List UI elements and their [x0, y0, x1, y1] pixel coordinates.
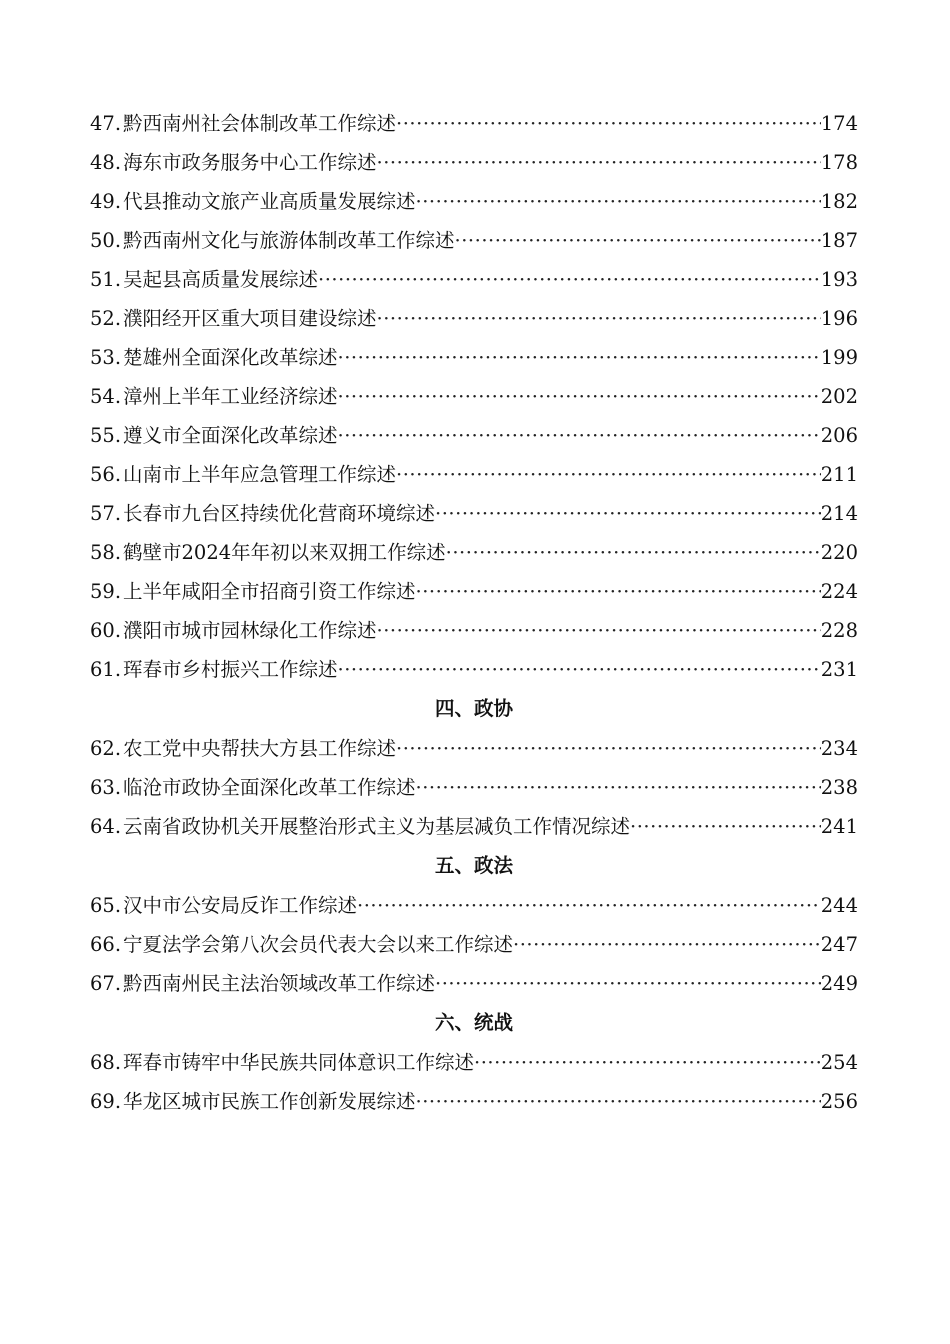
- toc-entry[interactable]: [90, 182, 858, 221]
- dot-leader: [338, 338, 821, 377]
- toc-entry[interactable]: [90, 807, 858, 846]
- dot-leader: [435, 494, 821, 533]
- entry-number: 68.: [90, 1051, 122, 1074]
- toc-entry[interactable]: [90, 104, 858, 143]
- dot-leader: [416, 768, 821, 807]
- entry-page-number: 247: [820, 933, 858, 956]
- toc-entry[interactable]: [90, 494, 858, 533]
- toc-entry[interactable]: [90, 729, 858, 768]
- entry-title: 濮阳市城市园林绿化工作综述: [123, 619, 377, 642]
- entry-number: 62.: [90, 737, 122, 760]
- entry-title: 农工党中央帮扶大方县工作综述: [123, 737, 397, 760]
- entry-page-number: 254: [820, 1051, 858, 1074]
- entry-title: 海东市政务服务中心工作综述: [123, 151, 377, 174]
- dot-leader: [338, 377, 821, 416]
- entry-title: 汉中市公安局反诈工作综述: [123, 894, 358, 917]
- entry-number: 48.: [90, 151, 122, 174]
- entry-page-number: 187: [820, 229, 858, 252]
- entry-title: 黔西南州社会体制改革工作综述: [123, 112, 397, 135]
- entry-page-number: 202: [820, 385, 858, 408]
- entry-page-number: 178: [820, 151, 858, 174]
- entry-number: 61.: [90, 658, 122, 681]
- entry-page-number: 174: [820, 112, 858, 135]
- toc-entry[interactable]: [90, 925, 858, 964]
- entry-page-number: 193: [820, 268, 858, 291]
- section-heading: 六、统战: [434, 1011, 513, 1034]
- entry-page-number: 199: [820, 346, 858, 369]
- entry-number: 54.: [90, 385, 122, 408]
- entry-page-number: 256: [820, 1090, 858, 1113]
- entry-title: 代县推动文旅产业高质量发展综述: [123, 190, 416, 213]
- toc-entry[interactable]: [90, 650, 858, 689]
- dot-leader: [396, 104, 821, 143]
- dot-leader: [377, 143, 821, 182]
- dot-leader: [474, 1043, 821, 1082]
- toc-entry[interactable]: [90, 416, 858, 455]
- entry-number: 50.: [90, 229, 122, 252]
- entry-number: 47.: [90, 112, 122, 135]
- entry-title: 黔西南州民主法治领域改革工作综述: [123, 972, 436, 995]
- entry-number: 51.: [90, 268, 122, 291]
- entry-number: 59.: [90, 580, 122, 603]
- toc-entry[interactable]: [90, 1043, 858, 1082]
- entry-number: 60.: [90, 619, 122, 642]
- entry-page-number: 196: [820, 307, 858, 330]
- entry-number: 57.: [90, 502, 122, 525]
- entry-page-number: 224: [820, 580, 858, 603]
- toc-entry[interactable]: [90, 338, 858, 377]
- entry-page-number: 182: [820, 190, 858, 213]
- entry-page-number: 211: [820, 463, 858, 486]
- dot-leader: [377, 299, 821, 338]
- dot-leader: [357, 886, 821, 925]
- entry-number: 53.: [90, 346, 122, 369]
- dot-leader: [377, 611, 821, 650]
- entry-number: 52.: [90, 307, 122, 330]
- dot-leader: [338, 416, 821, 455]
- entry-title: 吴起县高质量发展综述: [123, 268, 319, 291]
- entry-title: 山南市上半年应急管理工作综述: [123, 463, 397, 486]
- dot-leader: [416, 1082, 821, 1121]
- dot-leader: [396, 455, 821, 494]
- entry-number: 65.: [90, 894, 122, 917]
- entry-page-number: 238: [820, 776, 858, 799]
- entry-title: 黔西南州文化与旅游体制改革工作综述: [123, 229, 455, 252]
- dot-leader: [630, 807, 821, 846]
- toc-entry[interactable]: [90, 143, 858, 182]
- entry-title: 临沧市政协全面深化改革工作综述: [123, 776, 416, 799]
- entry-number: 66.: [90, 933, 122, 956]
- toc-entry[interactable]: [90, 377, 858, 416]
- entry-number: 63.: [90, 776, 122, 799]
- entry-page-number: 231: [820, 658, 858, 681]
- toc-entry[interactable]: [90, 572, 858, 611]
- dot-leader: [435, 964, 821, 1003]
- entry-page-number: 241: [820, 815, 858, 838]
- dot-leader: [455, 221, 821, 260]
- toc-entry[interactable]: [90, 611, 858, 650]
- entry-title: 漳州上半年工业经济综述: [123, 385, 338, 408]
- dot-leader: [446, 533, 821, 572]
- section-heading: 四、政协: [434, 697, 513, 720]
- entry-page-number: 220: [820, 541, 858, 564]
- entry-title: 云南省政协机关开展整治形式主义为基层减负工作情况综述: [123, 815, 631, 838]
- dot-leader: [416, 182, 821, 221]
- entry-number: 69.: [90, 1090, 122, 1113]
- toc-entry[interactable]: [90, 221, 858, 260]
- entry-page-number: 234: [820, 737, 858, 760]
- toc-entry[interactable]: [90, 455, 858, 494]
- entry-number: 55.: [90, 424, 122, 447]
- entry-title: 宁夏法学会第八次会员代表大会以来工作综述: [123, 933, 514, 956]
- entry-number: 58.: [90, 541, 122, 564]
- entry-title: 华龙区城市民族工作创新发展综述: [123, 1090, 416, 1113]
- entry-title: 珲春市铸牢中华民族共同体意识工作综述: [123, 1051, 475, 1074]
- entry-page-number: 244: [820, 894, 858, 917]
- dot-leader: [318, 260, 821, 299]
- entry-title: 珲春市乡村振兴工作综述: [123, 658, 338, 681]
- entry-title: 濮阳经开区重大项目建设综述: [123, 307, 377, 330]
- table-of-contents: [90, 104, 858, 1121]
- entry-title: 楚雄州全面深化改革综述: [123, 346, 338, 369]
- toc-entry[interactable]: [90, 964, 858, 1003]
- entry-page-number: 228: [820, 619, 858, 642]
- dot-leader: [513, 925, 821, 964]
- entry-number: 64.: [90, 815, 122, 838]
- entry-title: 上半年咸阳全市招商引资工作综述: [123, 580, 416, 603]
- toc-entry[interactable]: [90, 768, 858, 807]
- entry-title: 长春市九台区持续优化营商环境综述: [123, 502, 436, 525]
- entry-number: 49.: [90, 190, 122, 213]
- entry-number: 67.: [90, 972, 122, 995]
- entry-number: 56.: [90, 463, 122, 486]
- toc-entry[interactable]: [90, 886, 858, 925]
- entry-page-number: 206: [820, 424, 858, 447]
- entry-title: 鹤壁市2024年年初以来双拥工作综述: [123, 541, 446, 564]
- entry-page-number: 214: [820, 502, 858, 525]
- toc-entry[interactable]: [90, 1082, 858, 1121]
- dot-leader: [416, 572, 821, 611]
- section-heading: 五、政法: [434, 854, 513, 877]
- entry-title: 遵义市全面深化改革综述: [123, 424, 338, 447]
- dot-leader: [338, 650, 821, 689]
- toc-entry[interactable]: [90, 533, 858, 572]
- dot-leader: [396, 729, 821, 768]
- toc-entry[interactable]: [90, 260, 858, 299]
- toc-entry[interactable]: [90, 299, 858, 338]
- entry-page-number: 249: [820, 972, 858, 995]
